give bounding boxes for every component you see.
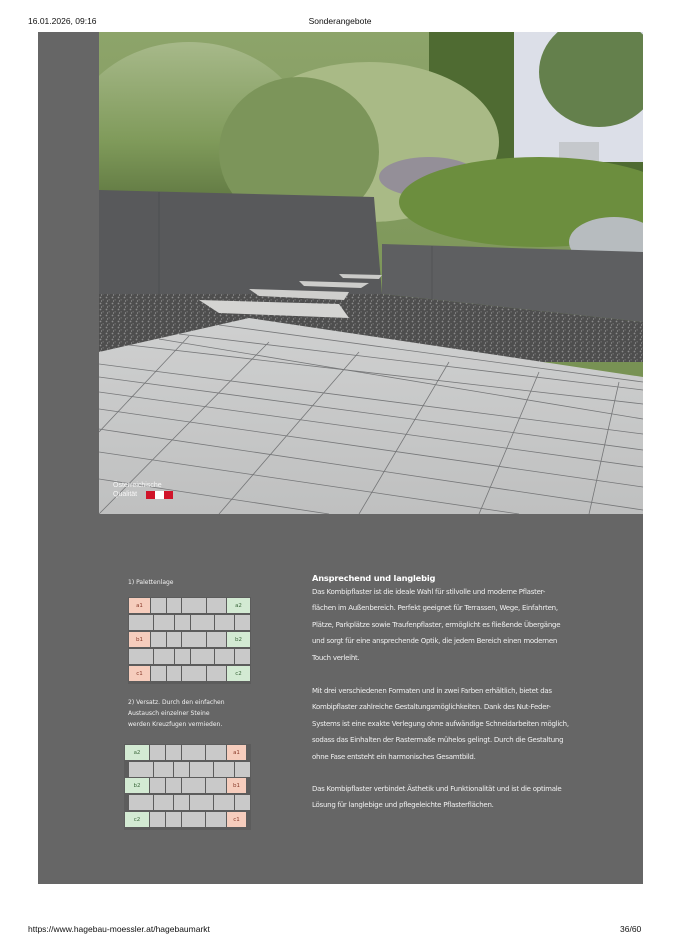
grid-cell-b2: b2 [125,778,149,793]
article-line: Das Kombipflaster verbindet Ästhetik und Funktionalität und ist die optimale [312,785,562,793]
diagram2-caption-line: Austausch einzelner Steine [128,710,210,717]
grid-cell [207,632,226,647]
grid-cell [154,649,174,664]
grid-cell [154,795,173,810]
grid-cell [191,615,214,630]
grid-cell [174,795,189,810]
grid-cell [167,666,181,681]
grid-cell [150,812,165,827]
grid-cell [150,745,165,760]
grid-cell [182,632,206,647]
grid-cell [190,795,213,810]
article-line: Kombipflaster zahlreiche Gestaltungsmöglichkeiten. Dank des Nut-Feder- [312,703,551,712]
grid-cell [182,778,205,793]
grid-cell [182,598,206,613]
grid-cell [206,812,226,827]
pallet-layout-grid [128,597,251,684]
grid-cell [182,745,205,760]
grid-cell [167,632,181,647]
grid-cell [166,778,181,793]
grid-cell-c2: c2 [125,812,149,827]
grid-cell [154,615,174,630]
article-line: flächen im Außenbereich. Perfekt geeignet für Terrassen, Wege, Einfahrten, [312,604,558,613]
grid-cell [206,745,226,760]
grid-cell-a2: a2 [125,745,149,760]
print-url: https://www.hagebau-moessler.at/hagebaumarkt [28,924,210,934]
quality-badge-line1: Österreichische [113,482,162,489]
grid-cell [214,762,234,777]
grid-cell [182,666,206,681]
article-paragraph-1 [312,584,602,666]
grid-cell [174,762,189,777]
grid-cell-a1: a1 [227,745,246,760]
grid-cell [167,598,181,613]
article-line: sodass das Einhalten der Rastermaße mühelos gelingt. Durch die Gestaltung [312,736,564,745]
grid-cell [215,615,234,630]
grid-cell-b2: b2 [227,632,250,647]
print-datetime: 16.01.2026, 09:16 [28,16,97,26]
quality-badge-line2: Qualität [113,491,138,498]
print-page-number: 36/60 [620,924,642,934]
article-line: Plätze, Parkplätze sowie Traufenpflaster, ermöglicht es fließende Übergänge [312,620,561,629]
grid-cell [191,649,214,664]
grid-cell [206,778,226,793]
grid-cell [151,632,166,647]
article-line: Das Kombipflaster ist die ideale Wahl für stilvolle und moderne Pflaster- [312,588,546,596]
grid-cell-a2: a2 [227,598,250,613]
grid-cell [154,762,173,777]
grid-cell [129,649,153,664]
hero-photo [99,32,643,514]
article-line: ohne Fase entsteht ein harmonisches Gesamtbild. [312,752,476,761]
diagram2-caption-line: 2) Versatz. Durch den einfachen [128,699,225,706]
article-line: und sorgt für eine ansprechende Optik, die jedem Bereich einen modernen [312,637,558,646]
grid-cell [235,762,250,777]
grid-cell-a1: a1 [129,598,150,613]
diagram2-caption [128,697,225,730]
grid-cell [150,778,165,793]
grid-cell [235,615,250,630]
diagram1-caption: 1) Palettenlage [128,579,174,586]
garden-terrace-image [99,32,643,514]
article-line: Systems ist eine exakte Verlegung ohne aufwändige Schneidarbeiten möglich, [312,719,569,728]
grid-cell-c2: c2 [227,666,250,681]
grid-cell [190,762,213,777]
grid-cell [207,666,226,681]
grid-cell [207,598,226,613]
article-line: Mit drei verschiedenen Formaten und in zwei Farben erhältlich, bietet das [312,687,552,695]
grid-cell [166,812,181,827]
grid-cell [151,598,166,613]
diagram2-caption-line: werden Kreuzfugen vermieden. [128,721,223,728]
grid-cell [129,615,153,630]
article-line: Touch verleiht. [312,653,360,662]
grid-cell [235,649,250,664]
grid-cell [235,795,250,810]
article-line: Lösung für langlebige und pflegeleichte Pflasterflächen. [312,801,494,810]
grid-cell-b1: b1 [129,632,150,647]
grid-cell [182,812,205,827]
grid-cell-c1: c1 [227,812,246,827]
grid-cell-c1: c1 [129,666,150,681]
print-title: Sonderangebote [308,16,372,26]
article-paragraph-2 [312,683,602,765]
grid-cell-b1: b1 [227,778,246,793]
offset-layout-grid [124,744,251,830]
grid-cell [215,649,234,664]
article-title: Ansprechend und langlebig [312,573,436,583]
article-paragraph-3 [312,781,602,814]
grid-cell [175,649,190,664]
grid-cell [166,745,181,760]
grid-cell [175,615,190,630]
grid-cell [129,762,153,777]
grid-cell [129,795,153,810]
grid-cell [151,666,166,681]
grid-cell [214,795,234,810]
austria-flag-icon [146,491,173,499]
